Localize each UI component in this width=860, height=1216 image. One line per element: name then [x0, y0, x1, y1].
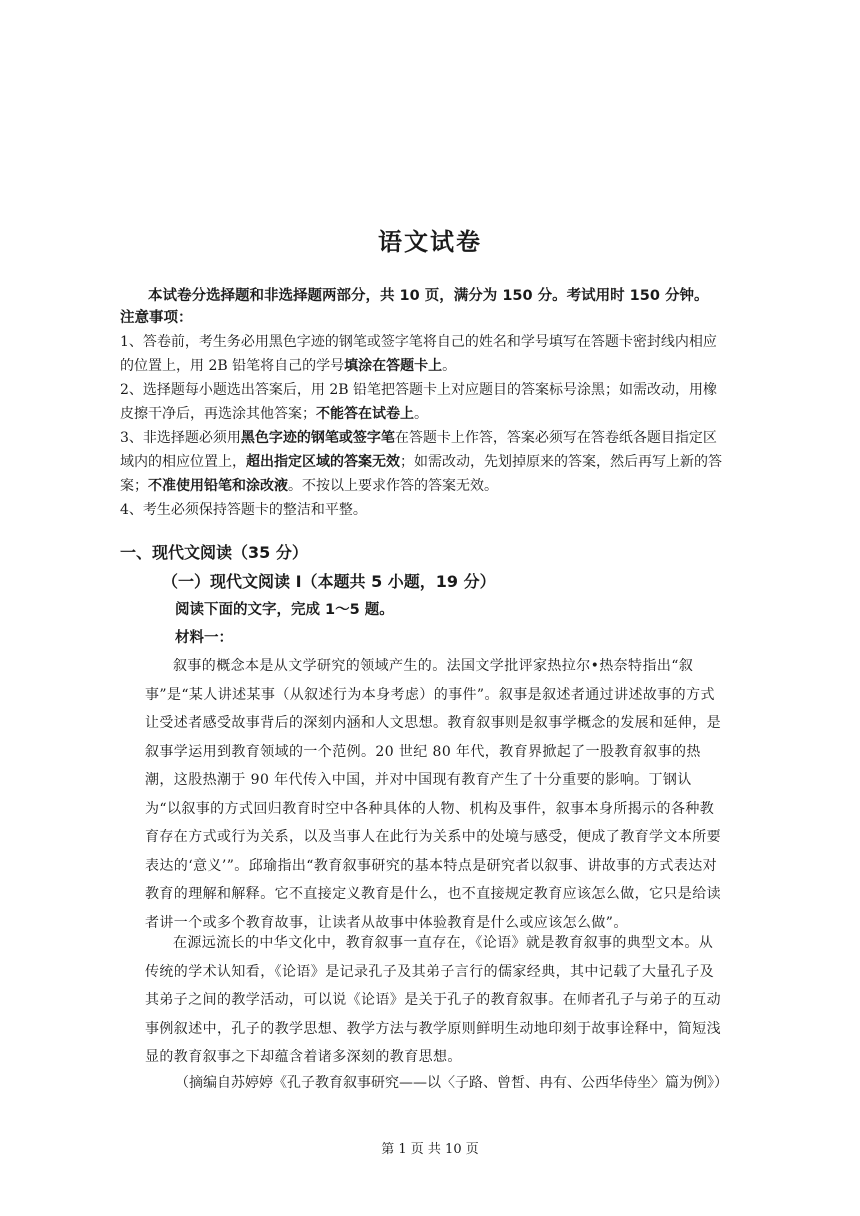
note-1-end: 。	[442, 358, 457, 374]
page-footer: 第 1 页 共 10 页	[381, 1142, 479, 1157]
reading-instruction: 阅读下面的文字，完成 1～5 题。	[175, 602, 394, 618]
note-2-text: 2、选择题每小题选出答案后，用 2B 铅笔把答题卡上对应题目的答案标号涂黑；如需改动，用橡皮擦干净后，再选涂其他答案；	[120, 382, 718, 422]
note-3-text-b: 在答题卡上作答，答案必须写在答卷纸各题目指定区域内的相应位置上，	[120, 430, 717, 470]
passage-source: （摘编自苏婷婷《孔子教育叙事研究——以〈子路、曾皙、冉有、公西华侍坐〉篇为例》）	[175, 1075, 728, 1091]
page-title: 语文试卷	[378, 228, 482, 256]
note-1-text: 1、答卷前，考生务必用黑色字迹的钢笔或签字笔将自己的姓名和学号填写在答题卡密封线内相应的位置上，用 2B 铅笔将自己的学号	[120, 334, 717, 374]
note-3-text-a: 3、非选择题必须用	[120, 430, 241, 446]
note-3-text-c: ；如需改动，先划掉原来的答案，然后再写上新的答案；	[120, 454, 722, 494]
exam-intro: 本试卷分选择题和非选择题两部分，共 10 页，满分为 150 分。考试用时 150 分钟。	[148, 288, 709, 304]
note-1-bold: 填涂在答题卡上	[344, 358, 443, 374]
note-item-2	[120, 378, 730, 426]
passage-paragraph-2: 在源远流长的中华文化中，教育叙事一直存在，《论语》就是教育叙事的典型文本。从传统的学术认知看，《论语》是记录孔子及其弟子言行的儒家经典，其中记载了大量孔子及其弟子之间的教学活动，可以说《论语》是关于孔子的教育叙事。在师者孔子与弟子的互动事例叙述中，孔子的教学思想、教学方法与教学原则鲜明生动地印刻于故事诠释中，简短浅显的教育叙事之下却蕴含着诸多深刻的教育思想。	[145, 935, 721, 1065]
passage-paragraph-1: 叙事的概念本是从文学研究的领域产生的。法国文学批评家热拉尔•热奈特指出“叙事”是“某人讲述某事（从叙述行为本身考虑）的事件”。叙事是叙述者通过讲述故事的方式让受述者感受故事背后的深刻内涵和人文思想。教育叙事则是叙事学概念的发展和延伸，是叙事学运用到教育领域的一个范例。20 世纪 80 年代，教育界掀起了一股教育叙事的热潮，这股热潮于 90 年代传入中国，并对中国现有教育产生了十分重要的影响。丁钢认为“以叙事的方式回归教育时空中各种具体的人物、机构及事件，叙事本身所揭示的各种教育存在方式或行为关系，以及当事人在此行为关系中的处境与感受，便成了教育学文本所要表达的‘意义’”。邱瑜指出“教育叙事研究的基本特点是研究者以叙事、讲故事的方式表达对教育的理解和解释。它不直接定义教育是什么，也不直接规定教育应该怎么做，它只是给读者讲一个或多个教育故事，让读者从故事中体验教育是什么或应该怎么做”。	[145, 658, 721, 931]
note-3-bold-b: 超出指定区域的答案无效	[246, 454, 400, 470]
note-3-bold-c: 不准使用铅笔和涂改液	[148, 478, 288, 494]
note-2-bold: 不能答在试卷上	[316, 406, 414, 422]
section-heading: 一、现代文阅读（35 分）	[120, 543, 308, 562]
note-3-text-d: 。不按以上要求作答的答案无效。	[288, 478, 498, 494]
note-item-1	[120, 330, 730, 378]
note-2-end: 。	[414, 406, 428, 422]
note-3-bold-a: 黑色字迹的钢笔或签字笔	[240, 430, 395, 446]
note-item-3	[120, 426, 730, 498]
notes-list	[120, 330, 730, 522]
material-label: 材料一：	[175, 630, 233, 646]
subsection-heading: （一）现代文阅读 I（本题共 5 小题，19 分）	[162, 572, 496, 591]
note-item-4: 4、考生必须保持答题卡的整洁和平整。	[120, 502, 367, 518]
notes-title: 注意事项：	[120, 310, 193, 326]
